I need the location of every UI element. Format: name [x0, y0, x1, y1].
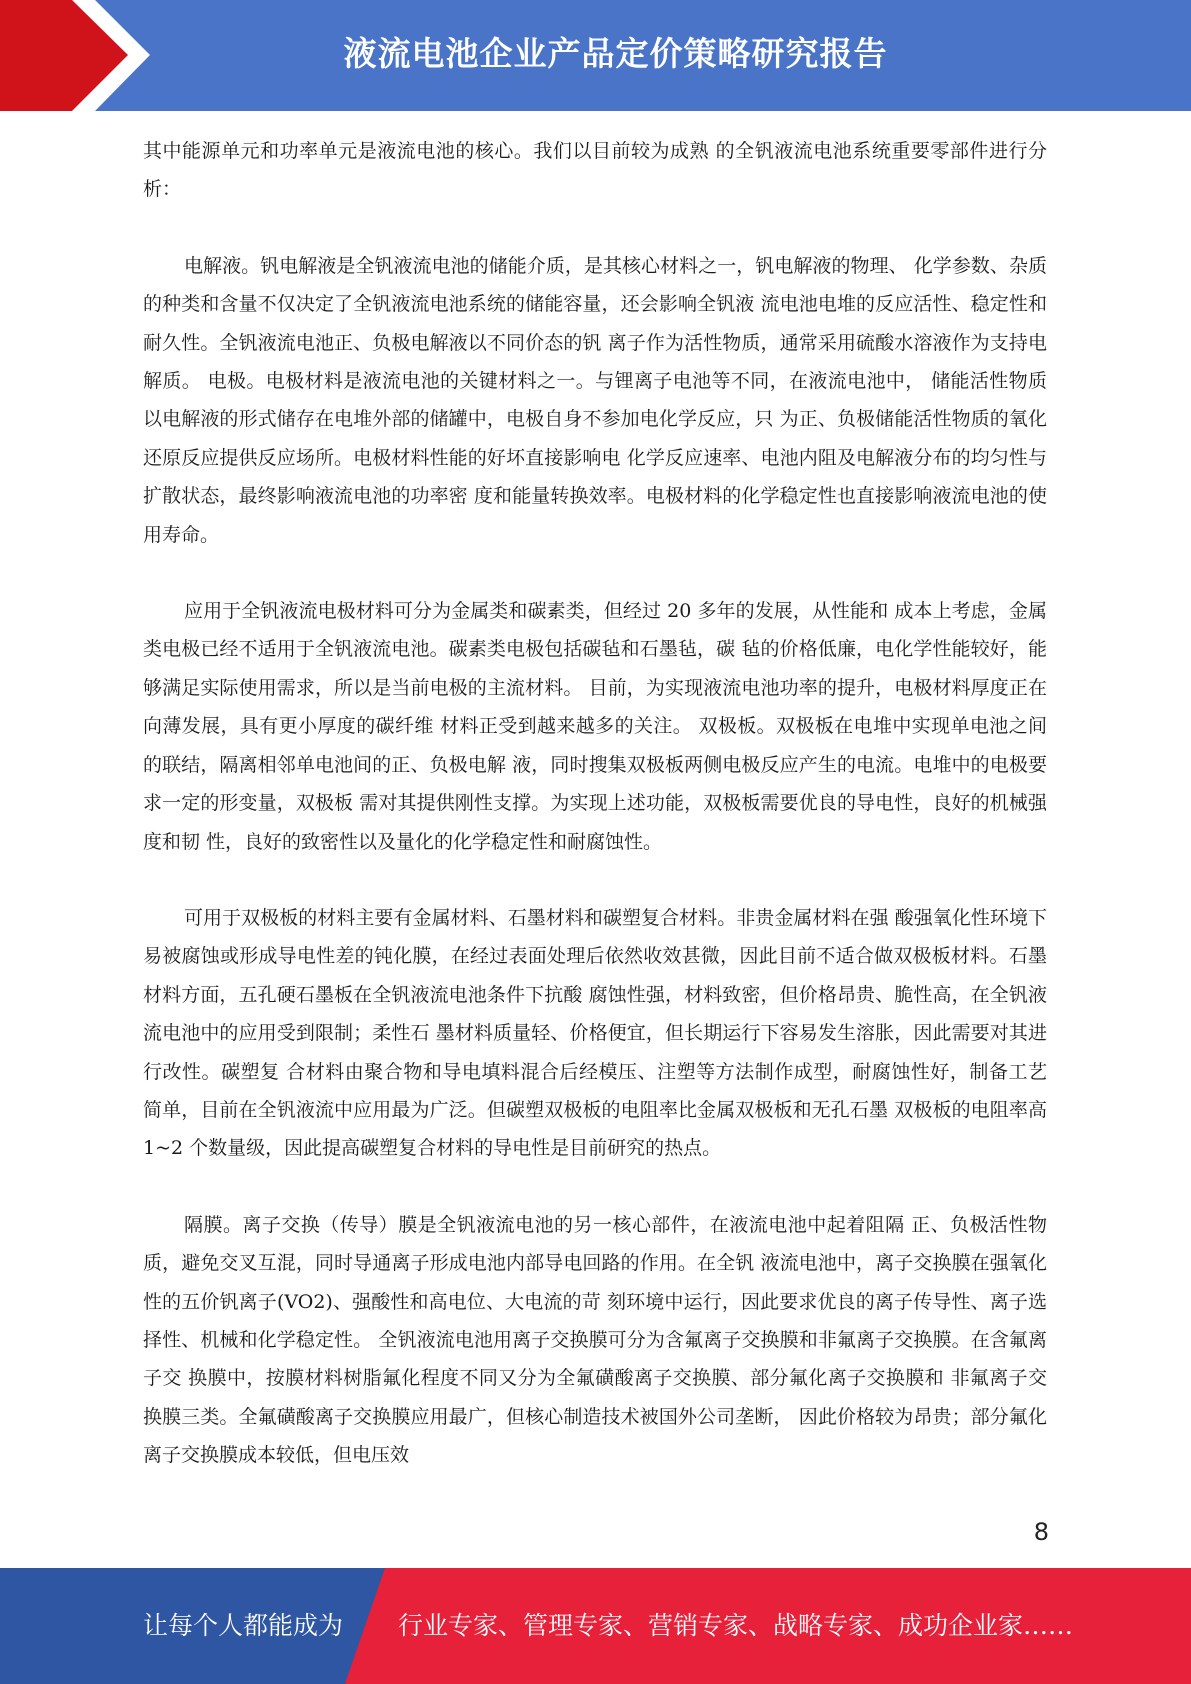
footer-slogan-left: 让每个人都能成为: [143, 1611, 344, 1640]
document-title: 液流电池企业产品定价策略研究报告: [343, 34, 888, 73]
page-number: 8: [1033, 1518, 1049, 1546]
body-content: [143, 132, 1047, 1513]
footer-slogan-right: 行业专家、管理专家、营销专家、战略专家、成功企业家……: [398, 1611, 1074, 1640]
paragraph-electrolyte: 电解液。钒电解液是全钒液流电池的储能介质，是其核心材料之一，钒电解液的物理、 化学参数、杂质的种类和含量不仅决定了全钒液流电池系统的储能容量，还会影响全钒液 流电池电堆的反应活性、稳定性和耐久性。全钒液流电池正、负极电解液以不同价态的钒 离子作为活性物质，通常采用硫酸水溶液作为支持电解质。 电极。电极材料是液流电池的关键材料之一。与锂离子电池等不同，在液流电池中， 储能活性物质以电解液的形式储存在电堆外部的储罐中，电极自身不参加电化学反应，只 为正、负极储能活性物质的氧化还原反应提供反应场所。电极材料性能的好坏直接影响电 化学反应速率、电池内阻及电解液分布的均匀性与扩散状态，最终影响液流电池的功率密 度和能量转换效率。电极材料的化学稳定性也直接影响液流电池的使用寿命。: [143, 254, 1047, 546]
paragraph-bipolar-plate: 可用于双极板的材料主要有金属材料、石墨材料和碳塑复合材料。非贵金属材料在强 酸强氧化性环境下易被腐蚀或形成导电性差的钝化膜，在经过表面处理后依然收效甚微，因此目前不适合做双极板材料。石墨材料方面，五孔硬石墨板在全钒液流电池条件下抗酸 腐蚀性强，材料致密，但价格昂贵、脆性高，在全钒液流电池中的应用受到限制；柔性石 墨材料质量轻、价格便宜，但长期运行下容易发生溶胀，因此需要对其进行改性。碳塑复 合材料由聚合物和导电填料混合后经模压、注塑等方法制作成型，耐腐蚀性好，制备工艺 简单，目前在全钒液流中应用最为广泛。但碳塑双极板的电阻率比金属双极板和无孔石墨 双极板的电阻率高 1~2 个数量级，因此提高碳塑复合材料的导电性是目前研究的热点。: [143, 906, 1047, 1160]
paragraph-intro: 其中能源单元和功率单元是液流电池的核心。我们以目前较为成熟 的全钒液流电池系统重要零部件进行分析：: [143, 140, 1047, 201]
paragraph-electrode-materials: 应用于全钒液流电极材料可分为金属类和碳素类，但经过 20 多年的发展，从性能和 成本上考虑，金属类电极已经不适用于全钒液流电池。碳素类电极包括碳毡和石墨毡，碳 毡的价格低廉，电化学性能较好，能够满足实际使用需求，所以是当前电极的主流材料。 目前，为实现液流电池功率的提升，电极材料厚度正在向薄发展，具有更小厚度的碳纤维 材料正受到越来越多的关注。 双极板。双极板在电堆中实现单电池之间的联结，隔离相邻单电池间的正、负极电解 液，同时搜集双极板两侧电极反应产生的电流。电堆中的电极要求一定的形变量，双极板 需对其提供刚性支撑。为实现上述功能，双极板需要优良的导电性，良好的机械强度和韧 性，良好的致密性以及量化的化学稳定性和耐腐蚀性。: [143, 600, 1047, 853]
page-header: [0, 0, 1191, 111]
paragraph-membrane: 隔膜。离子交换（传导）膜是全钒液流电池的另一核心部件，在液流电池中起着阻隔 正、负极活性物质，避免交叉互混，同时导通离子形成电池内部导电回路的作用。在全钒 液流电池中，离子交换膜在强氧化性的五价钒离子(VO2)、强酸性和高电位、大电流的苛 刻环境中运行，因此要求优良的离子传导性、离子选择性、机械和化学稳定性。 全钒液流电池用离子交换膜可分为含氟离子交换膜和非氟离子交换膜。在含氟离子交 换膜中，按膜材料树脂氟化程度不同又分为全氟磺酸离子交换膜、部分氟化离子交换膜和 非氟离子交换膜三类。全氟磺酸离子交换膜应用最广，但核心制造技术被国外公司垄断， 因此价格较为昂贵；部分氟化离子交换膜成本较低，但电压效: [143, 1213, 1047, 1467]
